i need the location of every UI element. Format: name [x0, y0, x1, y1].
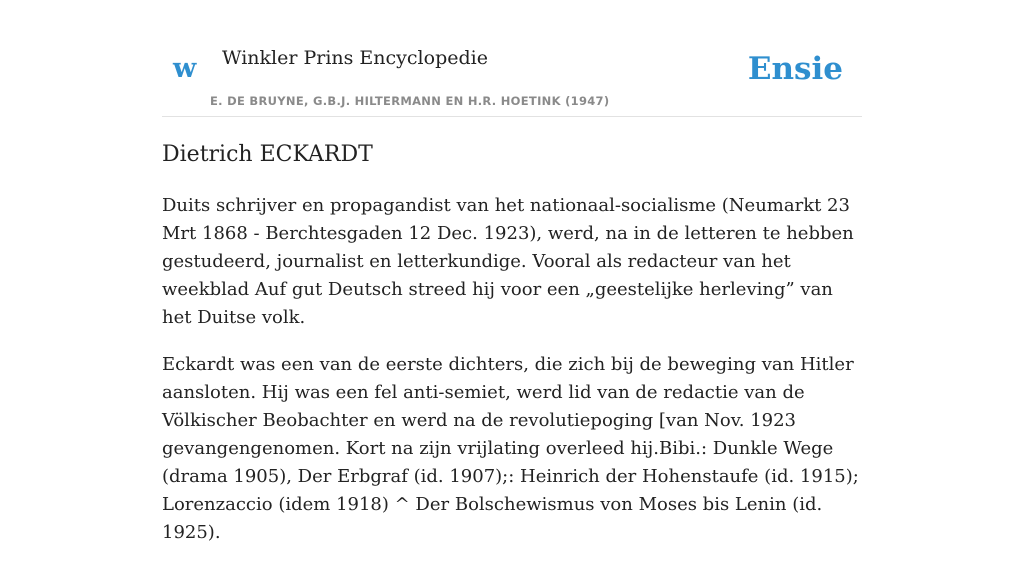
ensie-brand-logo[interactable]: Ensie: [747, 51, 843, 87]
site-title[interactable]: Winkler Prins Encyclopedie: [222, 47, 488, 69]
article-title: Dietrich ECKARDT: [162, 142, 373, 167]
article-paragraph: Duits schrijver en propagandist van het nationaal-socialisme (Neumarkt 23 Mrt 1868 - Berchtesgaden 12 Dec. 1923), werd, na in de letteren te hebben gestudeerd, journalist en letterkundige. Vooral als redacteur van het weekblad Auf gut Deutsch streed hij voor een „geestelijke herleving” van het Duitse volk.: [162, 195, 854, 328]
article-body: [162, 192, 867, 566]
site-subtitle: E. DE BRUYNE, G.B.J. HILTERMANN EN H.R. HOETINK (1947): [210, 94, 610, 108]
site-header: [162, 0, 862, 117]
winkler-prins-logo-icon[interactable]: w: [173, 53, 197, 84]
article-paragraph: Eckardt was een van de eerste dichters, die zich bij de beweging van Hitler aansloten. Hij was een fel anti-semiet, werd lid van de redactie van de Völkischer Beobachter en werd na de revolutiepoging [van Nov. 1923 gevangengenomen. Kort na zijn vrijlating overleed hij.Bibi.: Dunkle Wege (drama 1905), Der Erbgraf (id. 1907);: Heinrich der Hohenstaufe (id. 1915); Lorenzaccio (idem 1918) ^ Der Bolschewismus von Moses bis Lenin (id. 1925).: [162, 354, 859, 543]
